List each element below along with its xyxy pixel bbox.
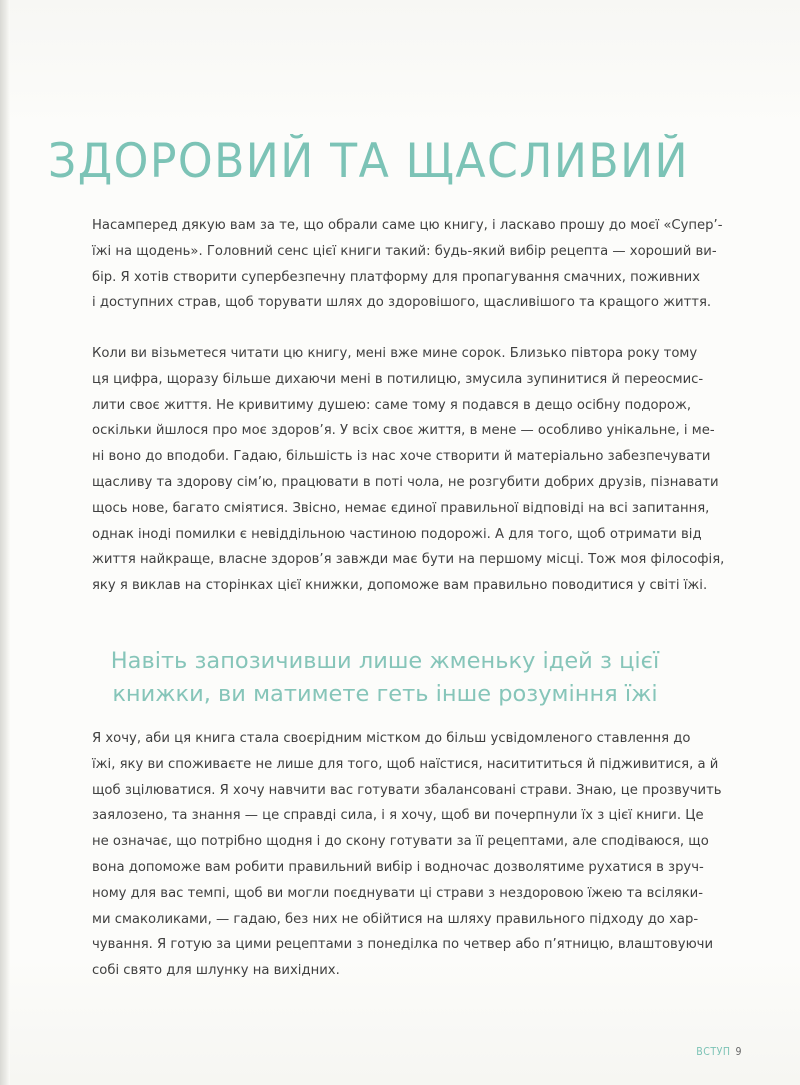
paragraph-line: Насамперед дякую вам за те, що обрали саме цю книгу, і ласкаво прошу до моєї «Супер’-	[92, 218, 723, 233]
page-footer	[696, 1046, 742, 1058]
paragraph-line: щоб зцілюватися. Я хочу навчити вас готувати збалансовані страви. Знаю, це прозвучить	[92, 782, 722, 798]
paragraph-line: лити своє життя. Не кривитиму душею: саме тому я подався в дещо осібну подорож,	[92, 397, 692, 413]
paragraph-line: життя найкраще, власне здоров’я завжди має бути на першому місці. Тож моя філософія,	[92, 552, 725, 568]
paragraph-line: щасливу та здорову сім’ю, працювати в поті чола, не розгубити добрих друзів, пізнавати	[92, 474, 719, 490]
paragraph-line: заялозено, та знання — це справді сила, і я хочу, щоб ви почерпнули їх з цієї книги. Це	[92, 808, 704, 824]
paragraph-line: ця цифра, щоразу більше дихаючи мені в потилицю, змусила зупинитися й переосмис-	[92, 371, 704, 387]
paragraph-line: чування. Я готую за цими рецептами з понеділка по четвер або п’ятницю, влаштовуючи	[92, 937, 714, 953]
paragraph-line: оскільки йшлося про моє здоров’я. У всіх своє життя, в мене — особливо унікальне, і ме-	[92, 423, 715, 439]
chapter-title: ЗДОРОВИЙ ТА ЩАСЛИВИЙ	[48, 134, 690, 189]
paragraph-line: ному для вас темпі, щоб ви могли поєднувати ці страви з нездоровою їжею та всіляки-	[92, 885, 703, 901]
pull-quote-line: книжки, ви матимете геть інше розуміння їжі	[112, 681, 658, 707]
paragraph-line: Я хочу, аби ця книга стала своєрідним містком до більш усвідомленого ставлення до	[92, 731, 691, 746]
paragraph-line: яку я виклав на сторінках цієї книжки, допоможе вам правильно поводитися у світі їжі.	[92, 578, 708, 594]
paragraph-intro	[92, 213, 723, 316]
paragraph-bridge	[92, 726, 722, 984]
paragraph-line: Коли ви візьметеся читати цю книгу, мені вже мине сорок. Близько півтора року тому	[92, 346, 698, 361]
page-binding-edge	[0, 0, 10, 1085]
paragraph-line: їжі, яку ви споживаєте не лише для того, щоб наїстися, наситититься й підживитися, а й	[92, 756, 719, 772]
paragraph-line: їжі на щодень». Головний сенс цієї книги такий: будь-який вибір рецепта — хороший ви-	[92, 243, 717, 259]
pull-quote-line: Навіть запозичивши лише жменьку ідей з цієї	[110, 648, 660, 674]
paragraph-line: собі свято для шлунку на вихідних.	[92, 963, 340, 979]
paragraph-line: однак іноді помилки є невіддільною частиною подорожі. А для того, щоб отримати від	[92, 526, 702, 542]
paragraph-line: бір. Я хотів створити супербезпечну платформу для пропагування смачних, поживних	[92, 269, 701, 285]
paragraph-line: вона допоможе вам робити правильний вибір і водночас дозволятиме рухатися в зруч-	[92, 859, 704, 875]
paragraph-line: і доступних страв, щоб торувати шлях до здоровішого, щасливішого та кращого життя.	[92, 295, 712, 311]
pull-quote	[92, 645, 678, 711]
paragraph-line: ні воно до вподоби. Гадаю, більшість із нас хоче створити й матеріально забезпечувати	[92, 449, 711, 465]
paragraph-line: не означає, що потрібно щодня і до скону готувати за її рецептами, але сподіваюся, що	[92, 834, 709, 850]
paragraph-line: ми смаколиками, — гадаю, без них не обійтися на шляху правильного підходу до хар-	[92, 911, 699, 927]
paragraph-forty	[92, 341, 725, 599]
running-section-label: ВСТУП	[696, 1046, 731, 1058]
paragraph-line: щось нове, багато сміятися. Звісно, немає єдиної правильної відповіді на всі запитання,	[92, 500, 710, 516]
page-number: 9	[735, 1046, 742, 1058]
